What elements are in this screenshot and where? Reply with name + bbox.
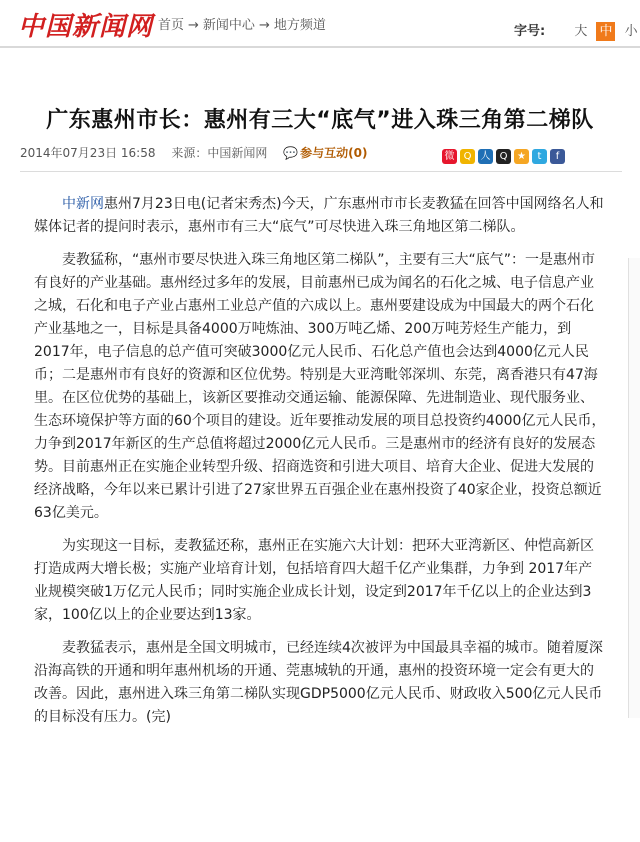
breadcrumb-separator: → [188,18,199,33]
comment-icon: 💬 [283,146,299,160]
renren-share-icon[interactable]: 人 [478,149,493,164]
qzone-share-icon[interactable]: Q [460,149,475,164]
breadcrumb-news-center[interactable]: 新闻中心 [202,18,255,33]
article-title: 广东惠州市长：惠州有三大“底气”进入珠三角第二梯队 [46,107,594,133]
publish-date: 2014年07月23日 16:58 [20,146,156,160]
site-logo[interactable]: 中国新闻网 [18,12,154,42]
font-size-large[interactable]: 大 [574,24,588,39]
site-header [0,0,640,48]
font-size-small[interactable]: 小 [624,24,638,39]
article-paragraph: 为实现这一目标，麦教猛还称，惠州正在实施六大计划：把环大亚湾新区、仲恺高新区打造成两大增长极；实施产业培育计划，包括培育四大超千亿产业集群，力争到 2017年产业规模突破1万亿元人民币；同时实施企业成长计划，设定到2017年千亿以上的企业达到3家，100亿以上的企业要达到13家。 [34,538,594,623]
source-label: 来源： [171,146,208,160]
comment-link[interactable] [283,146,367,160]
weibo-share-icon[interactable]: 微 [442,149,457,164]
source-name: 中国新闻网 [207,146,268,160]
breadcrumb-separator: → [258,18,270,33]
breadcrumb-local-channel[interactable]: 地方频道 [273,18,326,33]
favorite-share-icon[interactable]: ★ [514,149,529,164]
article-paragraph: 麦教猛表示，惠州是全国文明城市，已经连续4次被评为中国最具幸福的城市。随着厦深沿海高铁的开通和明年惠州机场的开通、莞惠城轨的开通，惠州的投资环境一定会有更大的改善。因此，惠州进入珠三角第二梯队实现GDP5000亿元人民币、财政收入500亿元人民币的目标没有压力。(完) [34,640,603,725]
font-size-medium[interactable]: 中 [596,22,615,41]
article-body [34,193,606,739]
comment-link-label: 参与互动(0) [300,146,368,160]
facebook-share-icon[interactable]: f [550,149,565,164]
font-size-switcher [514,20,640,41]
meta-divider [20,171,622,172]
share-bar [442,146,568,165]
qq-share-icon[interactable]: Q [496,149,511,164]
twitter-share-icon[interactable]: t [532,149,547,164]
article-paragraph [34,193,606,239]
font-size-label: 字号: [514,24,546,39]
breadcrumb-home[interactable]: 首页 [158,18,185,33]
side-panel-edge [628,258,640,718]
paragraph-text: 惠州7月23日电(记者宋秀杰)今天，广东惠州市市长麦教猛在回答中国网络名人和媒体记者的提问时表示，惠州市有三大“底气”可尽快进入珠三角地区第二梯队。 [34,196,604,235]
article-paragraph: 麦教猛称，“惠州市要尽快进入珠三角地区第二梯队”，主要有三大“底气”：一是惠州市有良好的产业基础。惠州经过多年的发展，目前惠州已成为闻名的石化之城、电子信息产业之城，石化和电子产业占惠州工业总产值的六成以上。惠州要建设成为中国最大的两个石化产业基地之一，目标是具备4000万吨炼油、300万吨乙烯、200万吨芳烃生产能力，到2017年，电子信息的总产值可突破3000亿元人民币、石化总产值也会达到4000亿元人民币；二是惠州市有良好的资源和区位优势。特别是大亚湾毗邻深圳、东莞，离香港只有47海里。在区位优势的基础上，该新区要推动交通运输、能源保障、先进制造业、现代服务业、生态环境保护等方面的60个项目的建设。近年要推动发展的项目总投资约4000亿元人民币，力争到2017年新区的生产总值将超过2000亿元人民币。三是惠州市的经济有良好的发展态势。目前惠州正在实施企业转型升级、招商选资和引进大项目、培育大企业、促进大发展的经济战略，今年以来已累计引进了27家世界五百强企业在惠州投资了40家企业，投资总额近63亿美元。 [34,252,606,521]
breadcrumb [158,14,326,33]
source-link[interactable]: 中新网 [62,196,104,212]
